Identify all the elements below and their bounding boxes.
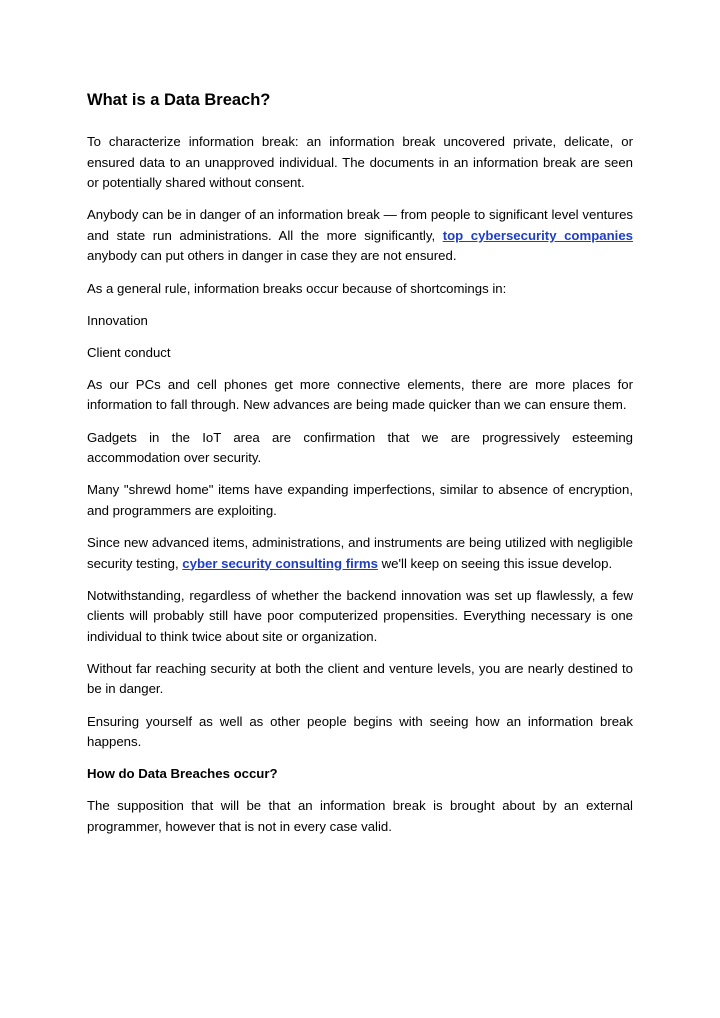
top-cybersecurity-companies-link[interactable]: top cybersecurity companies	[442, 227, 633, 243]
paragraph-smart-home: Many "shrewd home" items have expanding imperfections, similar to absence of encryption, and programmers are exploiting.	[87, 482, 633, 518]
paragraph-comprehensive-security: Without far reaching security at both the client and venture levels, you are nearly destined to be in danger.	[87, 660, 633, 697]
paragraph-shortcomings: As a general rule, information breaks occur because of shortcomings in:	[87, 280, 507, 296]
list-item-innovation: Innovation	[87, 312, 148, 328]
paragraph-danger-text-start: Anybody can be in danger of an information break — from people to significant level ventures and state run administrations. All the more significantly,	[87, 207, 633, 243]
paragraph-security-testing	[87, 533, 633, 574]
section-heading: How do Data Breaches occur?	[87, 766, 278, 782]
paragraph-ensuring-yourself: Ensuring yourself as well as other people begins with seeing how an information break happens.	[87, 713, 633, 750]
paragraph-connective-elements: As our PCs and cell phones get more connective elements, there are more places for information to fall through. New advances are being made quicker than we can ensure them.	[87, 376, 633, 413]
paragraph-security-testing-text-start: Since new advanced items, administrations, and instruments are being utilized with negligible security testing,	[87, 534, 633, 571]
cyber-security-consulting-firms-link[interactable]: cyber security consulting firms	[182, 555, 378, 571]
paragraph-poor-habits: Notwithstanding, regardless of whether the backend innovation was set up flawlessly, a few clients will probably still have poor computerized propensities. Everything necessary is one individual to think twice about site or organization.	[87, 587, 633, 644]
page-title: What is a Data Breach?	[87, 91, 271, 109]
paragraph-danger	[87, 205, 633, 267]
paragraph-definition: To characterize information break: an information break uncovered private, delicate, or ensured data to an unapproved individual. The documents in an information break are seen or potentially shared without consent.	[87, 134, 633, 191]
paragraph-danger-text-end: anybody can put others in danger in case they are not ensured.	[87, 248, 457, 264]
paragraph-external-programmer: The supposition that will be that an information break is brought about by an external programmer, however that is not in every case valid.	[87, 798, 633, 834]
list-item-client-conduct: Client conduct	[87, 344, 171, 360]
paragraph-iot: Gadgets in the IoT area are confirmation that we are progressively esteeming accommodation over security.	[87, 429, 633, 466]
paragraph-security-testing-text-end: we'll keep on seeing this issue develop.	[377, 555, 613, 571]
document-body	[87, 88, 633, 849]
